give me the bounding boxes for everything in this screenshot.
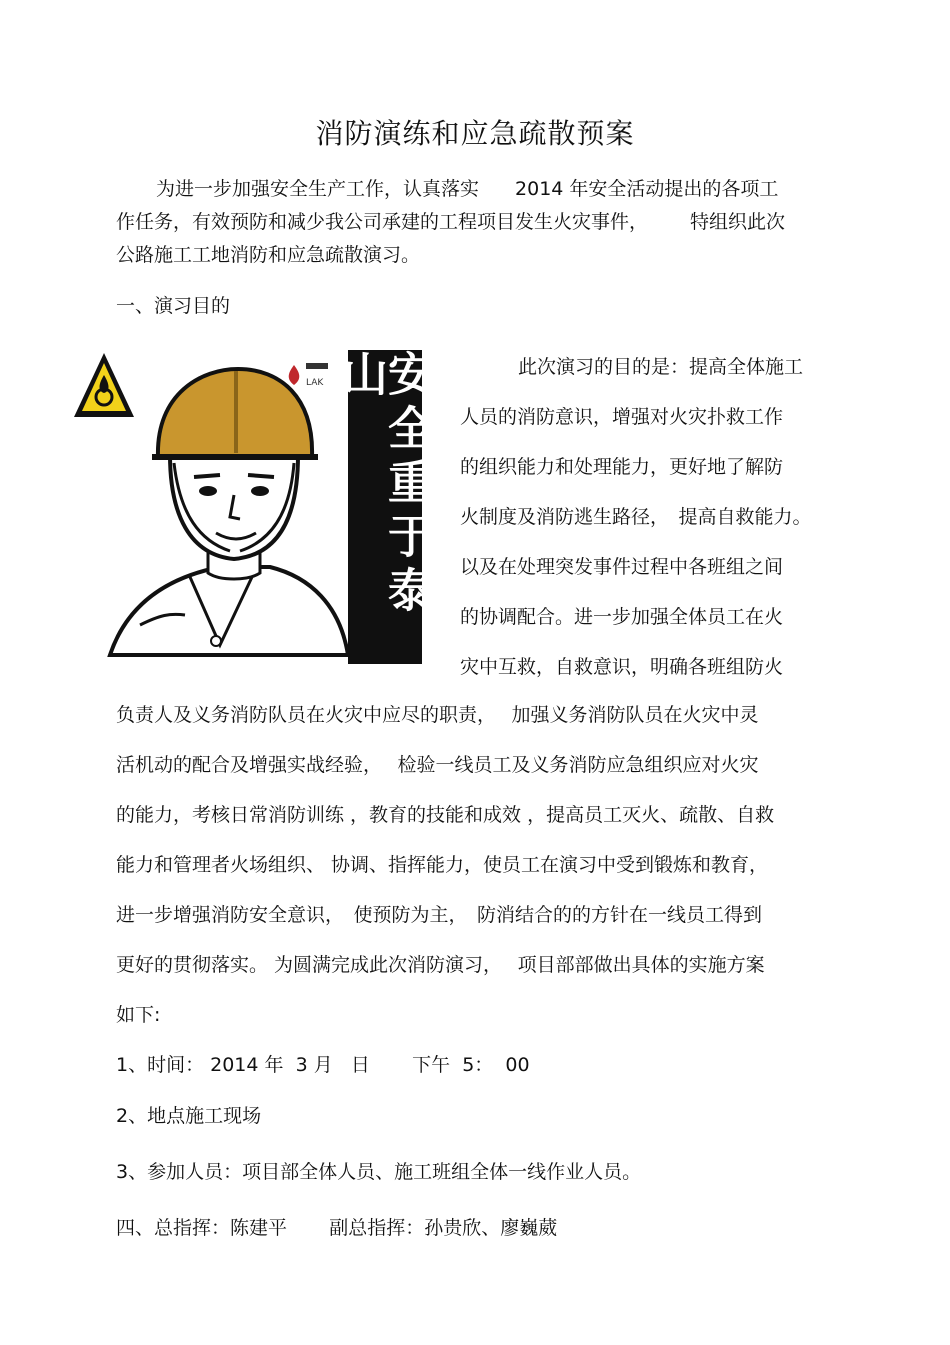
purpose-line: 人员的消防意识，增强对火灾扑救工作 (460, 406, 784, 428)
purpose-paragraph-wrapped (460, 342, 850, 692)
item-participants: 3、参加人员：项目部全体人员、施工班组全体一线作业人员。 (116, 1161, 642, 1183)
purpose-line: 火制度及消防逃生路径， 提高自救能力。 (460, 506, 812, 528)
banner-text: 安全重于泰山 (335, 350, 435, 620)
purpose-paragraph-continued (116, 690, 856, 1040)
brand-logo (289, 363, 328, 388)
svg-text:LAK: LAK (306, 378, 324, 388)
intro-part2: 2014 年安全活动提出的各项工 (515, 178, 779, 200)
section-heading-purpose: 一、演习目的 (116, 295, 231, 317)
intro-part1: 为进一步加强安全生产工作，认真落实 (156, 178, 480, 200)
purpose-line: 更好的贯彻落实。 为圆满完成此次消防演习， 项目部部做出具体的实施方案 (116, 954, 765, 976)
item-commander: 四、总指挥：陈建平 副总指挥：孙贵欣、廖巍葳 (116, 1217, 558, 1239)
purpose-line: 能力和管理者火场组织、 协调、指挥能力，使员工在演习中受到锻炼和教育， (116, 854, 769, 876)
purpose-line: 以及在处理突发事件过程中各班组之间 (460, 556, 784, 578)
intro-line2b: 特组织此次 (690, 211, 786, 233)
purpose-line: 进一步增强消防安全意识， 使预防为主， 防消结合的的方针在一线员工得到 (116, 904, 763, 926)
purpose-line: 活机动的配合及增强实战经验， 检验一线员工及义务消防应急组织应对火灾 (116, 754, 759, 776)
intro-line2a: 作任务，有效预防和减少我公司承建的工程项目发生火灾事件， (116, 211, 649, 233)
purpose-line: 灾中互救，自救意识，明确各班组防火 (460, 656, 784, 678)
item-place: 2、地点施工现场 (116, 1105, 262, 1127)
purpose-line: 的能力，考核日常消防训练 ，教育的技能和成效 ，提高员工灭火、疏散、自救 (116, 804, 775, 826)
purpose-line: 负责人及义务消防队员在火灾中应尽的职责， 加强义务消防队员在火灾中灵 (116, 704, 759, 726)
purpose-line: 的组织能力和处理能力，更好地了解防 (460, 456, 784, 478)
document-title: 消防演练和应急疏散预案 (315, 117, 635, 150)
purpose-line: 的协调配合。进一步加强全体员工在火 (460, 606, 784, 628)
item-time: 1、时间： 2014 年 3 月 日 下午 5： 00 (116, 1054, 530, 1076)
intro-line3: 公路施工工地消防和应急疏散演习。 (116, 244, 421, 266)
fire-warning-icon (74, 353, 134, 417)
purpose-line: 如下: (116, 1004, 161, 1026)
intro-paragraph (116, 173, 846, 272)
purpose-line: 此次演习的目的是：提高全体施工 (518, 356, 804, 378)
safety-slogan-banner (335, 350, 435, 664)
